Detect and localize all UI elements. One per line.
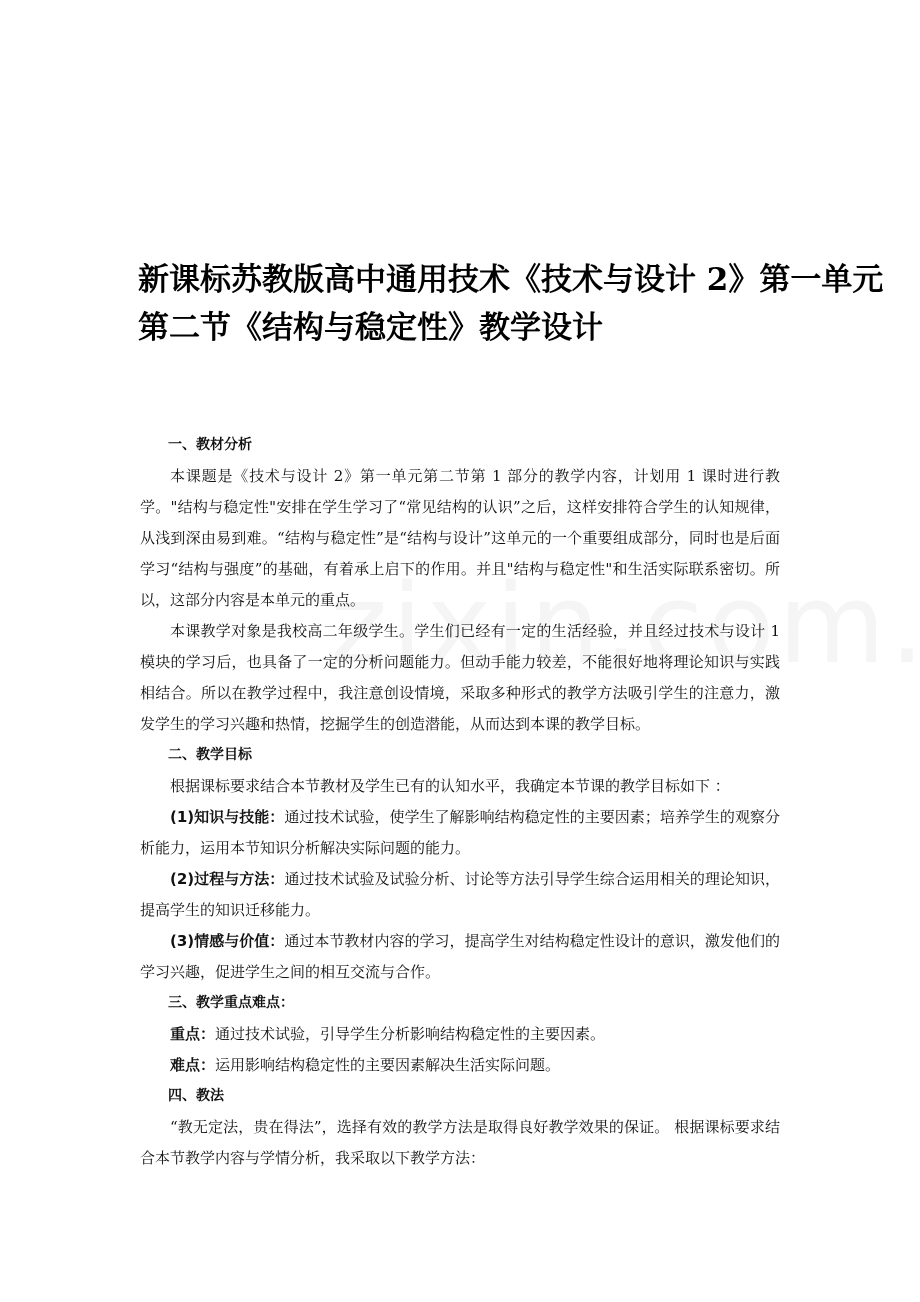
- section-heading-materials: 一、教材分析: [168, 437, 252, 453]
- document-title: [138, 256, 884, 352]
- difficulty-label: 难点：: [170, 1056, 216, 1074]
- paragraph-materials-2: 本课教学对象是我校高二年级学生。学生们已经有一定的生活经验，并且经过技术与设计 1 模块的学习后，也具备了一定的分析问题能力。但动手能力较差，不能很好地将理论知识与实践相结合。所以在教学过程中，我注意创设情境，采取多种形式的教学方法吸引学生的注意力，激发学生的学习兴趣和热情，挖掘学生的创造潜能，从而达到本课的教学目标。: [140, 622, 780, 733]
- title-line-1: 新课标苏教版高中通用技术《技术与设计 2》第一单元: [138, 262, 884, 298]
- goal-3-label: (3)情感与价值：: [170, 932, 285, 950]
- key-point-label: 重点：: [170, 1025, 216, 1043]
- paragraph-goal-2: [140, 864, 780, 926]
- paragraph-materials-1: 本课题是《技术与设计 2》第一单元第二节第 1 部分的教学内容，计划用 1 课时进行教学。"结构与稳定性"安排在学生学习了“常见结构的认识”之后，这样安排符合学生的认知规律，从浅到深由易到难。“结构与稳定性”是“结构与设计”这单元的一个重要组成部分，同时也是后面学习“结构与强度”的基础，有着承上启下的作用。并且"结构与稳定性"和生活实际联系密切。所以，这部分内容是本单元的重点。: [140, 467, 780, 609]
- paragraph-goals-intro: 根据课标要求结合本节教材及学生已有的认知水平，我确定本节课的教学目标如下 ：: [170, 777, 730, 795]
- section-heading-methods: 四、教法: [168, 1088, 224, 1104]
- goal-2-label: (2)过程与方法：: [170, 870, 285, 888]
- paragraph-key-point: [140, 1019, 780, 1050]
- section-heading-goals: 二、教学目标: [168, 747, 252, 763]
- paragraph-goal-1: [140, 802, 780, 864]
- section-heading-key-points: 三、教学重点难点：: [168, 995, 294, 1011]
- key-point-text: 通过技术试验，引导学生分析影响结构稳定性的主要因素。: [215, 1025, 606, 1043]
- paragraph-methods: “教无定法，贵在得法”，选择有效的教学方法是取得良好教学效果的保证。 根据课标要求结合本节教学内容与学情分析，我采取以下教学方法：: [140, 1118, 780, 1167]
- paragraph-difficulty: [140, 1050, 780, 1081]
- goal-2-text: 通过技术试验及试验分析、讨论等方法引导学生综合运用相关的理论知识，提高学生的知识迁移能力。: [140, 870, 780, 919]
- goal-1-label: (1)知识与技能：: [170, 808, 285, 826]
- goal-1-text: 通过技术试验，使学生了解影响结构稳定性的主要因素；培养学生的观察分析能力，运用本节知识分析解决实际问题的能力。: [140, 808, 780, 857]
- paragraph-goal-3: [140, 926, 780, 988]
- title-line-2: 第二节《结构与稳定性》教学设计: [138, 310, 603, 346]
- difficulty-text: 运用影响结构稳定性的主要因素解决生活实际问题。: [215, 1056, 561, 1074]
- document-body: [140, 430, 780, 1174]
- goal-3-text: 通过本节教材内容的学习，提高学生对结构稳定性设计的意识，激发他们的学习兴趣，促进学生之间的相互交流与合作。: [140, 932, 780, 981]
